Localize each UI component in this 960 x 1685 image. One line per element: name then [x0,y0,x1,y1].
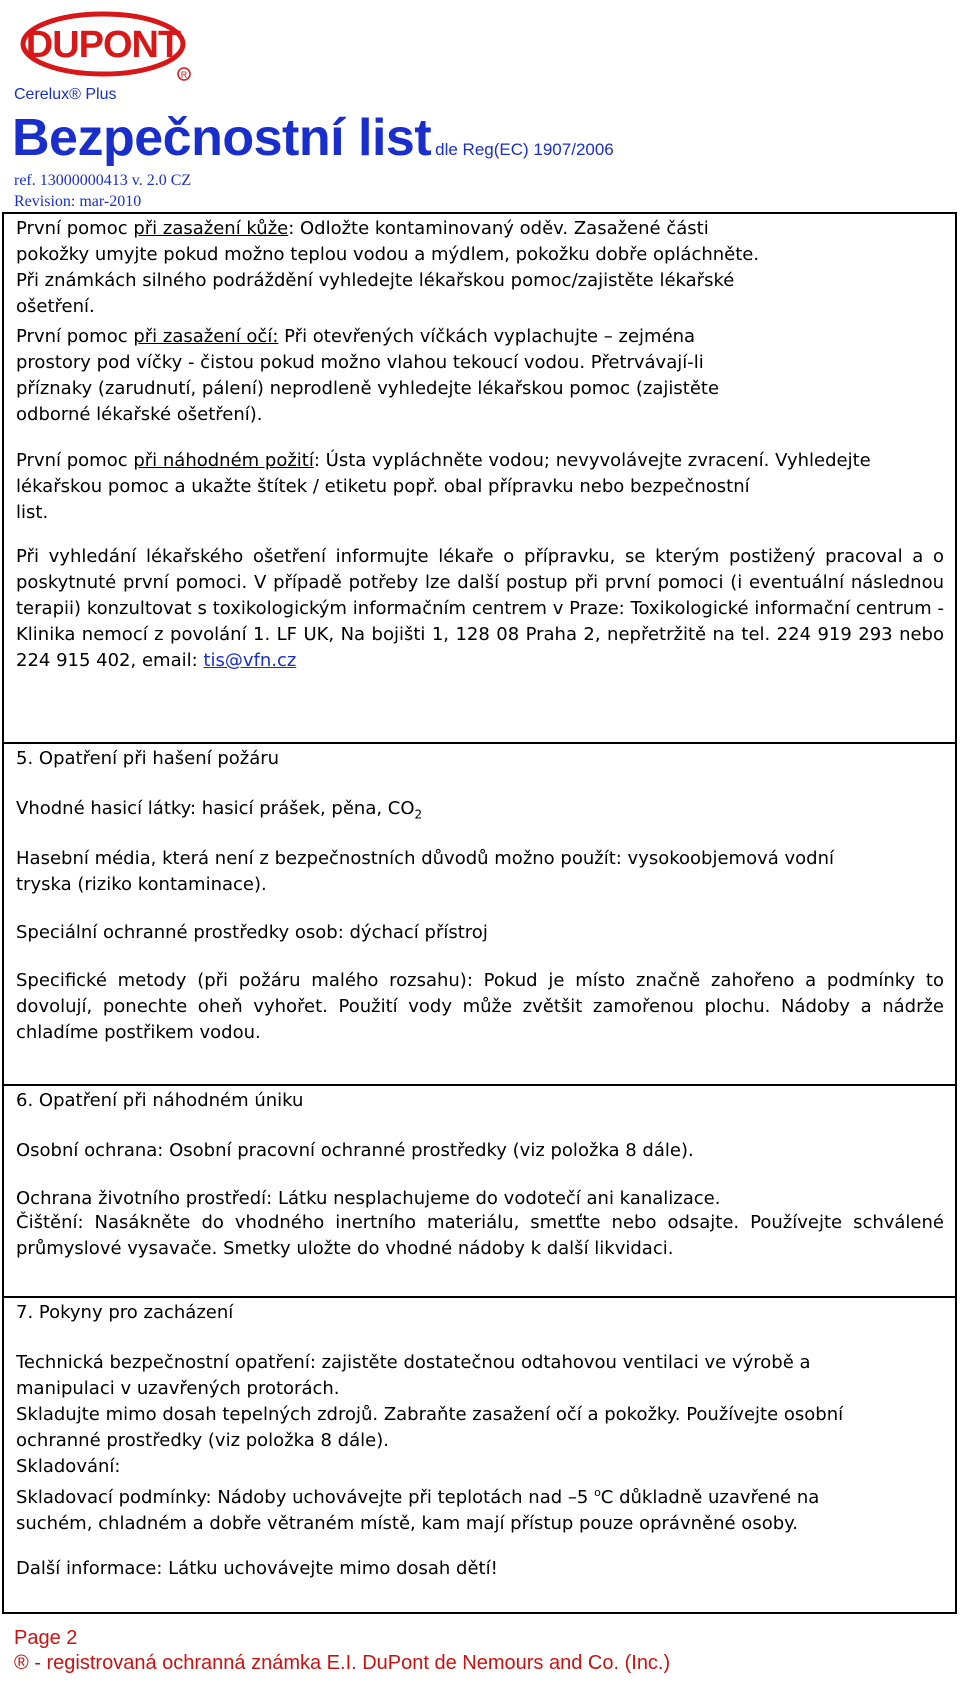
handling-section [2,1296,957,1614]
regulation-note: dle Reg(EC) 1907/2006 [435,140,614,159]
trademark-note: ® - registrovaná ochranná známka E.I. DuPont de Nemours and Co. (Inc.) [14,1652,671,1674]
cleanup-methods: Čištění: Nasákněte do vhodného inertního materiálu, smetťte nebo odsajte. Používejte schválené průmyslové vysavače. Smetky uložte do vhodné nádoby k další likvidaci. [16,1212,944,1259]
specific-methods: Specifické metody (při požáru malého rozsahu): Pokud je místo značně zahořeno a podmínky to dovolují, ponechte oheň vyhořet. Použití vody může zvětšit zamořenou plochu. Nádoby a nádrže chladíme postřikem vodou. [16,970,944,1043]
document-title: Bezpečnostní list [12,109,432,167]
document-title-row [12,108,614,168]
email-link[interactable]: tis@vfn.cz [203,650,297,671]
personal-protection: Osobní ochrana: Osobní pracovní ochranné prostředky (viz položka 8 dále). [16,1140,694,1161]
eye-first-aid: První pomoc při zasažení očí: Při otevřených víčkách vyplachujte – zejména prostory pod víčky - čistou pokud možno vlahou tekoucí vodou. Přetrvávají-li příznaky (zarudnutí, pálení) neprodleně vyhledejte lékařskou pomoc (zajistěte odborné lékařské ošetření). [16,326,720,425]
section-7-heading: 7. Pokyny pro zacházení [16,1302,234,1323]
accidental-release-section [2,1084,957,1298]
further-information: Další informace: Látku uchovávejte mimo dosah dětí! [16,1558,498,1579]
ingestion-first-aid: První pomoc při náhodném požití: Ústa vypláchněte vodou; nevyvolávejte zvracení. Vyhledejte lékařskou pomoc a ukažte štítek / etiketu popř. obal přípravku nebo bezpečnostní list. [16,450,871,523]
unsuitable-media: Hasební média, která není z bezpečnostních důvodů možno použít: vysokoobjemová vodní tryska (riziko kontaminace). [16,848,834,895]
medical-info-paragraph: Při vyhledání lékařského ošetření informujte lékaře o přípravku, se kterým postižený pracoval a o poskytnuté první pomoci. V případě potřeby lze další postup při první pomoci (i eventuální následnou terapii) konzultovat s toxikologickým informačním centrem v Praze: Toxikologické informační centrum - Klinika nemocí z povolání 1. LF UK, Na bojišti 1, 128 08 Praha 2, nepřetržitě na tel. 224 919 293 nebo 224 915 402, email: tis@vfn.cz [16,546,944,671]
revision-date: Revision: mar-2010 [14,193,142,210]
section-5-heading: 5. Opatření při hašení požáru [16,748,280,769]
product-name: Cerelux® Plus [14,86,117,103]
technical-measures: Technická bezpečnostní opatření: zajistěte dostatečnou odtahovou ventilaci ve výrobě a manipulaci v uzavřených protorách. Skladujte mimo dosah tepelných zdrojů. Zabraňte zasažení očí a pokožky. Používejte osobní ochranné prostředky (viz položka 8 dále). Skladování: Skladovací podmínky: Nádoby uchovávejte při teplotách nad –5 $^o$C důkladně uzavřené na suchém, chladném a dobře větraném místě, kam mají přístup pouze oprávněné osoby. [16,1352,844,1534]
logo-text: DUPONT [25,24,181,66]
dupont-logo [18,8,193,82]
environmental-protection: Ochrana životního prostředí: Látku nesplachujeme do vodotečí ani kanalizace. [16,1188,721,1209]
reference-number: ref. 13000000413 v. 2.0 CZ [14,172,192,189]
svg-text:R: R [180,70,188,80]
first-aid-section [2,212,957,744]
fire-fighting-section [2,742,957,1086]
page-number: Page 2 [14,1627,78,1649]
skin-first-aid: První pomoc při zasažení kůže: Odložte kontaminovaný oděv. Zasažené části pokožky umyjte pokud možno teplou vodou a mýdlem, pokožku dobře opláchněte. Při známkách silného podráždění vyhledejte lékařskou pomoc/zajistěte lékařské ošetření. [16,218,760,317]
extinguishing-media: Vhodné hasicí látky: hasicí prášek, pěna, $CO_2$ [16,798,423,822]
protective-equipment: Speciální ochranné prostředky osob: dýchací přístroj [16,922,488,943]
section-6-heading: 6. Opatření při náhodném úniku [16,1090,304,1111]
